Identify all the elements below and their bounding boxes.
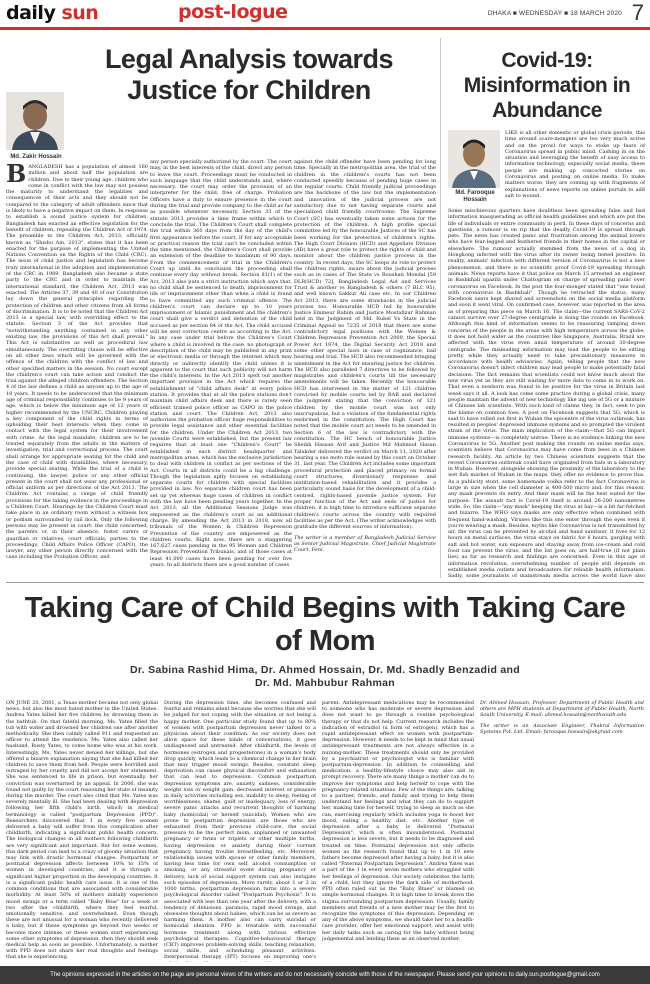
brand-accent: sun bbox=[55, 2, 99, 24]
article1-column-3 bbox=[294, 159, 436, 574]
brand-main: daily bbox=[6, 2, 56, 24]
article3-col1-text: ON JUNE 20, 2001, a Texas mother became not only global news, but also the most hated mother in the United States. Andrea Yates killed her five children by drowning them in the bathtub. On that fateful morning, Ms. Yates filled the tub with water and drowned her children one after another methodically. She then calmly called 911 and requested an officer to attend the residence. Ms. Yates also called her husband, Rusty Yates, to come home who was at his work. Interestingly, Ms. Yates never denied her killings, but she offered a bizarre explanation saying that she had killed her children to save them from hell. People were horrified and outraged by her cruelty and did not accept her statement. She was sentenced to life in prison, but eventually, her conviction was overturned by an appeal. In 2006, she was found not guilty by the court reasoning her state of insanity during the murder. The court also cited that Ms. Yates was severely mentally ill. She had been dealing with depression following her fifth child's birth, which in medical terminology is called "postpartum Depression (PPD)". Researchers discovered that 1 in every five women delivered a baby will suffer from this complication after childbirth, indicating a significant public health concern. The biological changes in all mothers following childbirth are very significant and important. But for some women, this dark period can lead to a crazy of gloomy situation that may link with drastic hormonal changes. Postpartum or postnatal depression affects between 10% to 15% of women in developed countries, and it is through a significant higher proportion in the developing countries. It is a significant public health care issue. It is one of the common conditions that are associated with considerable morbidity. At least 50% of mothers initially experience mood swings or a term called "Baby Blue" for a week or two after the childbirth, where they feel tearful, emotionally sensitive, and overwhelmed. Even though these are not unusual for a woman who recently delivered a baby, but if these symptoms go beyond two weeks or become more intense, or these women start experiencing some other symptoms of depression, then they should seek medical help as soon as possible. Unfortunately, a mother with PPD does not share her real thoughts and feelings that she is experiencing. bbox=[6, 700, 158, 961]
article3-headline: Taking Care of Child Begins with Taking Care of Mom bbox=[24, 592, 626, 657]
byline-line-1: Dr. Sabina Rashid Hima, Dr. Ahmed Hossain, Dr. Md. Shadly Benzadid and bbox=[130, 664, 520, 676]
article3-column-3 bbox=[322, 700, 474, 962]
article2-headline: Covid-19: Misinformation in Abundance bbox=[463, 49, 631, 122]
masthead-rule bbox=[0, 27, 650, 30]
dropcap: B bbox=[6, 164, 27, 188]
masthead bbox=[0, 0, 650, 28]
article2-author-note: The writer is an Associate Engineer, Thakral Information Systems Pvt. Ltd. Email: farooque.hossain@skyraid.com bbox=[480, 722, 644, 735]
article3-author-note: Dr. Ahmed Hossain, Professor, Department of Public Health and others are MPH students at Department of Public Health, North South University. E-mail: ahmed.hossain@northsouth.edu bbox=[480, 700, 644, 719]
byline-line-2: Dr. Md. Mahbubur Rahman bbox=[255, 677, 395, 689]
article3-col2-text: During the depression time, she becomes confused and fearful and remains silent because she worries that she will be judged for not coping with the situation or not being a happy mother. One particular study found that up to 80% of women with postpartum depression never talked to a physician about their condition. As our society does not allow space for these kinds of conversations, it goes undiagnosed and untreated. After childbirth, the levels of hormones (estrogen and progesterone) in a woman's body drop quickly, which leads to a chemical change in her brain that may trigger mood swings. Besides, constant sleep deprivation can cause physical discomfort and exhaustion that can lead to depression. Common postpartum depression symptoms are, anxiety, sadness, considerable weight loss or weight gain, decreased interest or pleasure in daily activities including sex, inability to sleep, feeling of worthlessness, shame, guilt or inadequacy, loss of energy, severe panic attacks and recurrent thoughts of harming baby (homicidal) or herself (suicidal). Women who are prone to postpartum depression are those who are exhausted from their previous child-care, the social pressure to be the perfect mom, unplanned or unwanted pregnancy or twins or triplets or other multiple births, having depression or anxiety during their current pregnancy, having trouble breastfeeding, etc. Moreover, relationship issues with spouse or other family members, having less time for own self, alcohol consumption or smoking, or any stressful event during pregnancy or delivery, lack of social support system can also instigate such episodes of depression. More rarely, about 1 or 2 in 1000 births, postpartum depression turns into a severe psychological disorder called "Postpartum Psychosis". It is associated with less than one year after the delivery, with a tendency of delusions, paranoia, rapid mood swings, and obsessive thoughts about babies, which can be as severe as harming them. A mother also can carry suicidal or homicidal ideation. PPD is treatable with successful hormone treatment along with various effective psychological therapies. Cognitive-behavioural therapy (CBT) improves problem-solving skills, teaching relaxation, social skills, and scheduling pleasant activities. Interpersonal therapy (IPT) focuses on improving one's bbox=[164, 700, 316, 961]
article2-body-text: Some mischievous quarters have doubtless been spreading false and bad information masquerading as official health guidelines and which are put the life of individuals or entire community in peril. In these days of concerns and questions, a rumour is on rip that the deadly Covid-19 is spread through pets. The news has created panic and frustration among the animal lovers who have four-legged and feathered friends in their homes in the capital or elsewhere. The rumour actually stemmed from the news of a dog in Hongkong infected with the virus after its owner being tested positive. In reality, animals' infection with different version of Coronavirus is not a new phenomenon, and there is no scientific proof Covid-19 spreading through animals. News reports have it that police on March 15 arrested an engineer in Bashkhali upazila under Chattogram on charge of spreading panic over coronavirus on Facebook. In the post the four-monger stated that "one found with coronavirus in Bashkhali". Though he retracted the status, many Facebook users kept shared and screenshots on the social media platform and soon it went viral. On confirmed case, however, was reported in the area as of preparing this piece on March 16. The claim—the current SARS-CoV-2 cannot survive over 27-degree centigrade is doing the rounds on Facebook. Although this kind of information seems to be reassuring tamping down concerns of the people in the areas with high temperature across the globe, it does not hold water as the countries like Singapore, Australia, Brazil are affected with the virus even amid temperature of around 30-degree centigrade. The misleading information may lead the people to be sitting pretty while they actually need to take precautionary measures in accordance with health advisories. Again, telling people that the new Coronavirus doesn't infect children may lead people to make potentially fatal decisions. The fact remains that scientists could not know much about the new virus yet as they are still waiting for more data to come in to work on. That even a newborn was found to be positive for the virus in Britain last week says it all. A look has come some practice during a global crisis, many people maintain the advent of new technology like ing use of 5G or a mixture of Chinese lab scientists. With such kind of claims they, in fact, seek to pin the blame on common foes. A post on Facebook suggests that 5G, which is said to have rolled out first in Wuhan the epicentre of the virus outbreak, has resulted in peoples' depressed immune systems and so prompted the virulent strain of the virus. The main implication of the claim—that 5G can impact immune systems—is completely untrue. There is no evidence linking the new Coronavirus to 5G. Another post making the rounds on online media says, scientists believe that Coronavirus may have come from bees in a Chinese research facility. An article by two Chinese scientists suggests that the recent Coronavirus outbreak could have originated from bats in a laboratory in Wuhan. However, alongside showing the proximity of the laboratory to the wet fish market of Wuhan in the maps, they offer no evidence to prove this. As a publicity stunt, some homemade vodka refer to the fact Coronavirus is large in size when the cell diameter is 400-500 micro and, for this reason, any mask prevents its entry. And their mask will be the best suited for the purpose. The assault fact is Covid-19 itself is around 26-200 nanometres wide. So, the claim—"any mask" keeping the virus at bay—is a bit far-fetched and bizarre. The WHO says masks are only effective when combined with frequent hand-washing. Viruses like this one enter through the eyes even if you're wearing a mask. Besides, myths like Coronavirus is not transmitted by air, the virus can be prevented by alcohol and hand sanitiser, it lives for 12 hours on metal surfaces, the virus stays on fabric for 6 hours, gargling with salt and hot water, sun exposure and staying away from ice-cream and cold food can prevent the virus, and the list goes on, are half-true (if not plain lies) as far as research and findings are concerned. Even in this age of information revolution, overwhelming number of people still depends on established media outlets and broadcasters for reliable health information. Sadly, some journalists of mainstream media across the world have also bbox=[448, 208, 645, 578]
article1-headline: Legal Analysis towards Justice for Children bbox=[104, 44, 394, 105]
column-divider bbox=[440, 38, 441, 578]
article3-col3-text: parent. Antidepressant medications may be recommended to someone who has moderate or severe depression and does not want to go through a routine psychological therapy or that do not help. Current research includes the indication of estradiol (a form of estrogen), which has a rapid antidepressant effect on women with postpartum-depression. However, it needs to be kept in mind that usual antidepressant treatments are not always effective in a nursing-mother. These treatments should only be provided by a psychiatrist or psychologist who is familiar with postpartum-depression. In addition to counselling and medication, a healthy-lifestyle choice may also aid in prompt recovery. There are many things a mother can do to improve her symptoms and help herself to cope with the pregnancy-related situations. Few of the things are: talking to a partner, friends, and family and trying to help them understand her feelings and what they can do to support her, making time for herself, trying to sleep as much as she can, exercising regularly which includes yoga to boost her mood, eating a healthy diet, etc. Another type of depression after a baby is delivered "Postnatal Depression", which is often misunderstood. Postnatal depression is less severe, but it needs to be diagnosed and treated on time. Postnatal depression not only affects women as the research found that up to 1 in 10 new fathers become depressed after having a baby, but it is also called "Paternal Postpartum Depression". Andrea Yates was a part of the 1 in every seven mothers who struggled with her feelings of depression. Our society celebrates the birth of a child, but they ignore the dark side of motherhood. PPD often ruled out as the "Baby Blues" or blamed on simple hormonal changes. It is high time to break down the stigma surrounding postpartum depression. Usually, family members and friends of a new mother may be the first to recognize the symptoms of this depression. Depending on any of the above symptoms, we should take her to a health-care provider, offer her emotional support, and assist with her daily tasks such as caring for the baby without being judgemental and lending them as an observed mother. bbox=[322, 700, 474, 942]
article1-author-note: The writer is a member of Bangladesh Judicial Service as Senior Judicial Magistrate, Chief Judicial Magistrate Court, Feni. bbox=[294, 534, 436, 554]
article2-intro-text: LIKE is all other domestic or global crisis periods, this time around scare-mongers are too very much active and on the prowl for ways to stoke up fears of Coronavirus spread in public mind. Cashing in on the situation and leveraging the benefit of easy access to information technology, especially social media, these people are making up concocted stories on Coronavirus and posting on online media. To make matters worse, they are coming up with fragments of explanations of news reports on online portals to add salt to wound. bbox=[505, 130, 645, 199]
article2-intro bbox=[505, 130, 645, 206]
article1-col2-text: any person specially authorized by the court. The court may, in the best interests of the child, direct any person to leave the court. Proceedings must be conducted in such language that the child understands and, where necessary, the court may order the provision of an interpreter for the child, free of charge. Probation Officers have a duty to ensure presence in the court during the trial and provide company to the child as far as possible whenever necessary. Section 33 of the statute 2013 provides a time frame within which to conclude the trial. The Children's Court shall complete the trial within 360 days from the day of the child's first appearance before the court. If for any acceptable or practical reason the trial can't be concluded within the time mentioned, the Children's Court shall provide an extension of the deadline to maximum of 90 days. From the commencement of trial in the Children's Court up until its conclusion the proceeding shall continue every day without break. Section 81(1) of the Act, 2013 also puts a strict instruction which says that, no child shall be sentenced to death, imprisonment for life or imprisonment other than when a child is found to have committed any such criminal offence. The children's court can declare up to 10 years imprisonment or Islamic punishment and the children's court shall give a verdict and detention of the child accused as per section 84 of the Act. The child accused will be sent correction centre as according to the Act. In any case under trial before the Children's Court where a child is involved in the case, no photograph or description of the child may be published in any print or electronic media or through the internet which may directly or indirectly identify the child unless it is apparent to the court that such publicity will not harm the child's interests. In the Act 2013 spelt out another important provision in the Act which requires the establishment of "child affairs desk" at every police station. It provides that at all the police stations don't maintain child affairs desk and there is rarely seen efficient trained police officer as CAPO in the police station and court. The Children Act, 2013 also authorizes the probation officer huge responsibilities to provide legal assistance and other essential facilities for the children. Under the Children Act 2013, two juvenile Courts were established, but the present law requires that at least one "Children's Court" be established in each district headquarter and metropolitan areas, which has the exclusive jurisdiction to deal with children in conflict as per sections of the Act. Courts in all districts could be a big challenge. Though the legislation aptly focuses on establishing separate courts for children with special facilities provided in law. No separate children court has been set up yet whereas huge cases of children in conflict with the law have been pending years together. In the Act 2013, all the Additional Sessions Judge was empowered as the children's court as an additional charge. By amending the Act 2013 in 2018, now all tribunals of the Women & Children Repression Prevention of the country are empowered as the children courts. Right now, there are a staggering 167,627 cases pending in the 95 Women and Children Repression Prevention Tribunals, and of those cases at least 41,000 cases have been pending for over five years. In all districts there are a good number of cases bbox=[150, 159, 292, 568]
article2-author: Md. Farooque Hossain bbox=[455, 190, 495, 203]
dateline: DHAKA ■ WEDNESDAY ■ 18 MARCH 2020 bbox=[487, 10, 622, 17]
article2-body bbox=[448, 208, 645, 578]
author-photo bbox=[448, 130, 500, 188]
article3-byline bbox=[20, 664, 630, 690]
article3-column-1 bbox=[6, 700, 158, 962]
article1-col3-text: against the child offender have been pending for long time. Specially in the metropolitan area, the trial of the children in the children's courts has not been conducted speedily because of pending huge cases in the regular courts. Child friendly judicial proceedings are the backbone of the law but the implementation and innovation of the judicial process are not satisfactory due to not having separate courts and specialized child friendly courtrooms. The Supreme Court (SC) has eventually taken some actions for the protection of the children. A high profile special committee led by the honourable Justices of the SC has been working for the protection of children's rights. The High Court Division (HCD) and Appellate Division (AD) have a great role to protect the rights of child and monitor about the children justice process in the country. In recent days, the SC keeps its role to protect the children rights, aware about the judicial process such as in cases of The State vs Roushan Mondal [59 DLR(HCD) 72], Bangladesh Legal Aid and Services Trust & another vs Bangladesh & others (7 BLC 95), and well known Sakkur Ali case etc. In our Children Act 2013, there are some drawbacks in the judicial process too. Honourable HCD led by honourable Justice Emmeur Rahim and Justice Mostafizur Rahman held in the Judgment of Md. Rubel Vs State in the Criminal Appeal no 7235 of 2018 that there are some contradictory legal positions with the Women & Children Repression Prevention Act 2000, the Special Power Act 1974, the Digital Security Act 2018 and some other special laws in case of cognizance, bail hearing and trial. The HCD also recommended bringing amendment in the Act for ensuring justice for children. The HCD also paralleled 7 directives to be followed by magistrates and children's courts till the necessary amendments will be taken. Recently the honourable HCD has intervened in the matter of 121 children convicted by mobile courts led by RAB and declared the judgment stating that the conviction of 121 children by the mobile court was not only unscrupulous, but a violation of the fundamental rights enshrined in the constitution. The High Court has noted that the mobile court act needs to be amended in Section 6 of the law is contradictory with the constitution. The HC bench of honourable Justice Sheikh Hassan Arif and Justice Md Mahmud Hasan Talukder delivered the verdict on March 11, 2020 after hearing a suo moto rule issued by this court on October 31, last year. The Children Act includes some important procedural protection and placed primacy on formal court structures, diversionary responses and institution-based rehabilitation and it provides a particularly sound basis for the development of a child-centred, rights-based juvenile justice system. For proper function of the Act and ends of justice for children, it is high time to introduce sufficient separate children's courts across the country with required facilities as per the Act. (The writer acknowledges with gratitude the different sources of information). bbox=[294, 159, 436, 531]
footer-disclaimer: The opinions expressed in the articles on the page are personal views of the writers and do not necessarily coincide with those of the newspaper. Please send your opinions to daily.sun.postlogue@gmail.com bbox=[0, 966, 650, 984]
author-photo bbox=[6, 92, 64, 150]
page-number: 7 bbox=[631, 0, 644, 25]
article3-column-4 bbox=[480, 700, 644, 962]
article1-column-1 bbox=[6, 164, 148, 574]
article1-column-2 bbox=[150, 159, 292, 574]
section-title: post-logue bbox=[178, 1, 288, 23]
section-divider bbox=[6, 582, 644, 583]
article3-column-2 bbox=[164, 700, 316, 962]
article1-author: Md. Zakir Hossain bbox=[10, 154, 62, 160]
newspaper-logo[interactable] bbox=[6, 2, 98, 24]
article1-col1-text: ANGLADESH has a population of almost 160 million and about half the population are children. Due to their young age, children who come in conflict with the law may not possess the maturity to understand the legalities and consequences of their acts and they should not be compared to the category of adult offenders since that is likely to have a negative impact on them. In response to establish a sound justice system for children, Bangladesh has enacted an effective legislation for the benefit of children, repealing the Children Act of 1974. The preamble to the Children Act, 2013, officially known as "Shishu Ain, 2013", states that it has been enacted for the purpose of implementing the United Nations Convention on the Rights of the Child (CRC). The issue of child justice and legislation has become truly international in the adoption and implementation of the CRC in 1989. Bangladesh also became a state party to the CRC and in order to maintain the international standard, the Children Act, 2013 was enacted. The Articles 37, 39 and 40 of our Constitution lay down the general principles regarding the protection of children and other citizens from all forms of discrimination. It is to be noted that the Children Act 2013 is a special law, with overriding effect to the statute. Section 3 of the Act provides that "notwithstanding anything contained in any other existing law, the provisions of this Act shall prevail." This Act is substantive as well as procedural law simultaneously. The overriding clause will be effective on all other laws which will be governed with the offence of the children with the conflict of law and other specified matters in the session. No court except the children's court can take action and conduct the trial against the alleged children offenders. The Section 4 of the law defines a child as anyone up to the age of 18 years. It needs to be underscored that the minimum age of criminal responsibility continues to be 9 years of age, which is below the minimum age of 12 years or higher recommended by the UNCRC. Children playing a key component of the child rights in terms of upholding their best interests when they come in contact with the legal system for their involvement with crime. As the legal mandate, children are to be treated separately from the adults in the matters of investigation, trial and correctional process. The court shall arrange for appropriate seating for the child and the case of child with disabilities, where necessary, provide special seating. While the trial of a child is continuing, the lawyer, police or any other official present in the court shall not wear any professional or official uniform as per directions of the Act 2013. The Children Act contains a range of child friendly provisions for the taking evidence in the proceedings in a Children Court. Hearings by the Children Court must take place in an ordinary room without a witness box or podium surrounded by rail dock. Only the following persons may be present in court: the child concerned, the parents or, in their absence, foster carers or guardian or relatives, court officials, parties to the proceedings, Child Affairs Police Officer (CAPO), the lawyer, any other person directly concerned with the case including the Probation Officer, and bbox=[6, 164, 148, 561]
